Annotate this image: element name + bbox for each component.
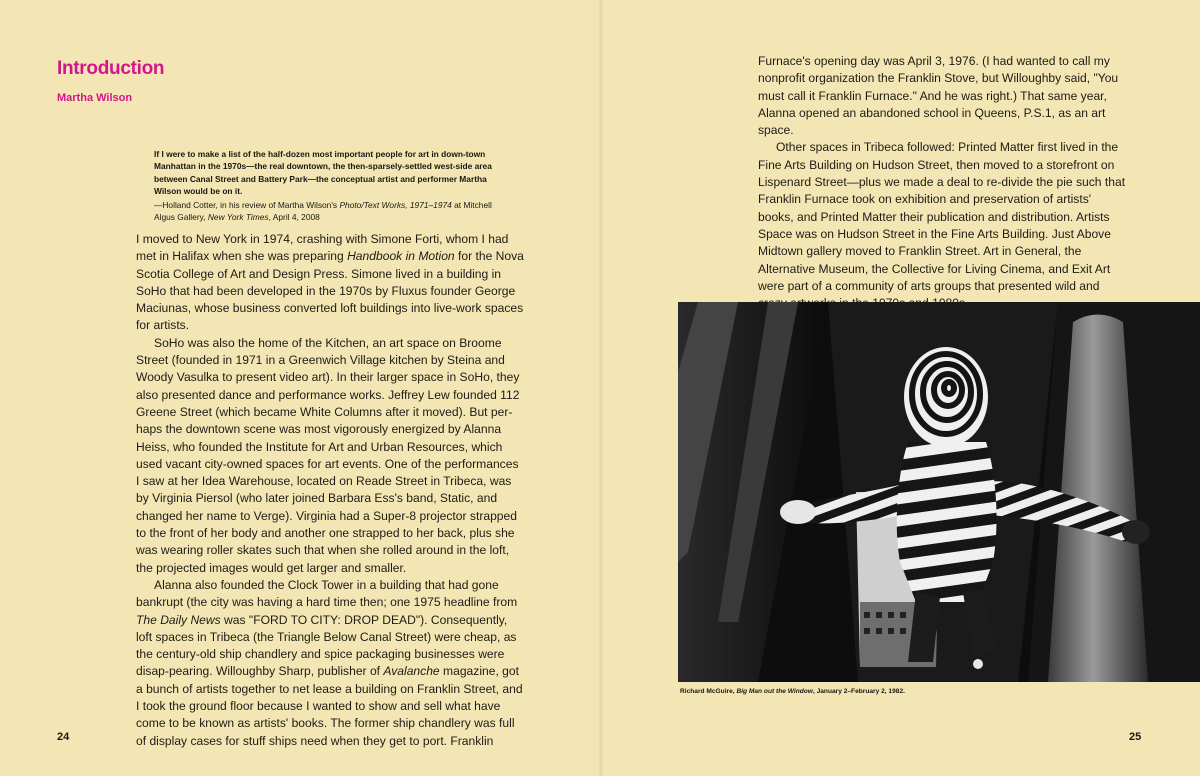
epigraph-citation bbox=[154, 199, 514, 224]
paragraph-text: was "FORD TO CITY: DROP DEAD"). Consequently, loft spaces in Tribeca (the Triangle Below Canal Street) were cheap, as the century-old ship chandlery and spice packaging businesses were disap-pearing. Willoughby Sharp, publisher of bbox=[136, 612, 517, 679]
right-body-column bbox=[758, 53, 1130, 312]
citation-text: at Mitchell Algus Gallery, bbox=[154, 199, 492, 223]
paragraph bbox=[136, 231, 524, 335]
citation-date: , April 4, 2008 bbox=[268, 212, 320, 223]
paragraph: Furnace's opening day was April 3, 1976. (I had wanted to call my nonprofit organization the Franklin Stove, but Willoughby said, "You must call it Franklin Furnace." And he was right.) That same year, Alanna opened an abandoned school in Queens, P.S.1, as an art space. bbox=[758, 54, 1119, 138]
paragraph: Other spaces in Tribeca followed: Printed Matter first lived in the Fine Arts Building on Hudson Street, then moved to a storefront on Lispenard Street—plus we made a deal to re-divide the pie such that Franklin Furnace took on exhibition and preservation of artists' books, and Printed Matter their publication and distribution. Artists Space was on Hudson Street in the Fine Arts Building. Just Above Midtown gallery moved to Franklin Street. Art in General, the Alternative Museum, the Collective for Living Cinema, and Exit Art were part of a community of arts groups that presented wild and bbox=[758, 140, 1126, 293]
gutter-shadow bbox=[598, 0, 604, 776]
caption-artist: Richard McGuire, bbox=[680, 688, 737, 695]
artwork-photograph bbox=[678, 302, 1200, 682]
paragraph bbox=[136, 577, 524, 750]
paragraph-text: Alanna also founded the Clock Tower in a building that had gone bankrupt (the city was having a hard time then; one 1975 headline from bbox=[136, 577, 518, 610]
chapter-author: Martha Wilson bbox=[57, 92, 133, 104]
paragraph-text: magazine, got a bunch of artists together to net lease a building on Franklin Street, and I took the ground floor because I wanted to show and sell what have come to be known as artists' books. The former ship chandlery was full of display cases for stuff ships need when they get to port. Franklin bbox=[136, 664, 523, 748]
paragraph: SoHo was also the home of the Kitchen, an art space on Broome Street (founded in 1971 in a Greenwich Village kitchen by Steina and Woody Vasulka to present video art). In their larger space in SoHo, they also presented dance and performance works. Jeffrey Lew founded 112 Greene Street (which became White Columns after it moved). But per-haps the downtown scene was most vigorously energized by Alanna Heiss, who founded the Institute for Art and Urban Resources, which used vacant city-owned spaces for art events. One of the performances I saw at her Idea Warehouse, located on Reade Street in Tribeca, was by Virginia Piersol (who later joined Barbara Ess's band, Static, and changed her name to Verge). Virginia had a Super-8 projector strapped to the front of her body and another one strapped to her back, plus she was wearing roller skates such that when she rolled around in the loft, the projected images would get larger and smaller. bbox=[136, 335, 520, 575]
epigraph-quote: If I were to make a list of the half-dozen most important people for art in down-town Manhattan in the 1970s—the real downtown, the then-sparsely-settled west-side area between Canal Street and Battery Park—the conceptual artist and performer Martha Wilson would be on it. bbox=[154, 149, 492, 197]
caption-work-title: Big Man out the Window bbox=[736, 688, 813, 695]
chapter-title: Introduction bbox=[57, 58, 165, 79]
citation-title: Photo/Text Works, 1971–1974 bbox=[339, 199, 452, 210]
book-title: Handbook in Motion bbox=[347, 249, 455, 264]
page-number-right: 25 bbox=[1129, 731, 1142, 743]
page-number-left: 24 bbox=[57, 731, 70, 743]
magazine-title: Avalanche bbox=[383, 664, 440, 679]
caption-dates: , January 2–February 2, 1982. bbox=[812, 688, 905, 695]
left-body-column bbox=[136, 231, 524, 750]
big-man-window-illustration bbox=[678, 302, 1200, 682]
epigraph bbox=[154, 148, 514, 223]
newspaper-title: The Daily News bbox=[136, 612, 221, 627]
citation-text: —Holland Cotter, in his review of Martha Wilson's bbox=[154, 199, 340, 210]
paragraph-text: I moved to New York in 1974, crashing with Simone Forti, whom I had met in Halifax when she was preparing bbox=[136, 232, 509, 264]
citation-publication: New York Times bbox=[207, 212, 269, 223]
paragraph-text: for the Nova Scotia College of Art and Design Press. Simone lived in a building in SoHo that had been developed in the 1970s by Fluxus founder George Maciunas, whose business converted loft buildings into live-work spaces for artists. bbox=[136, 249, 524, 333]
photo-caption bbox=[680, 688, 905, 695]
